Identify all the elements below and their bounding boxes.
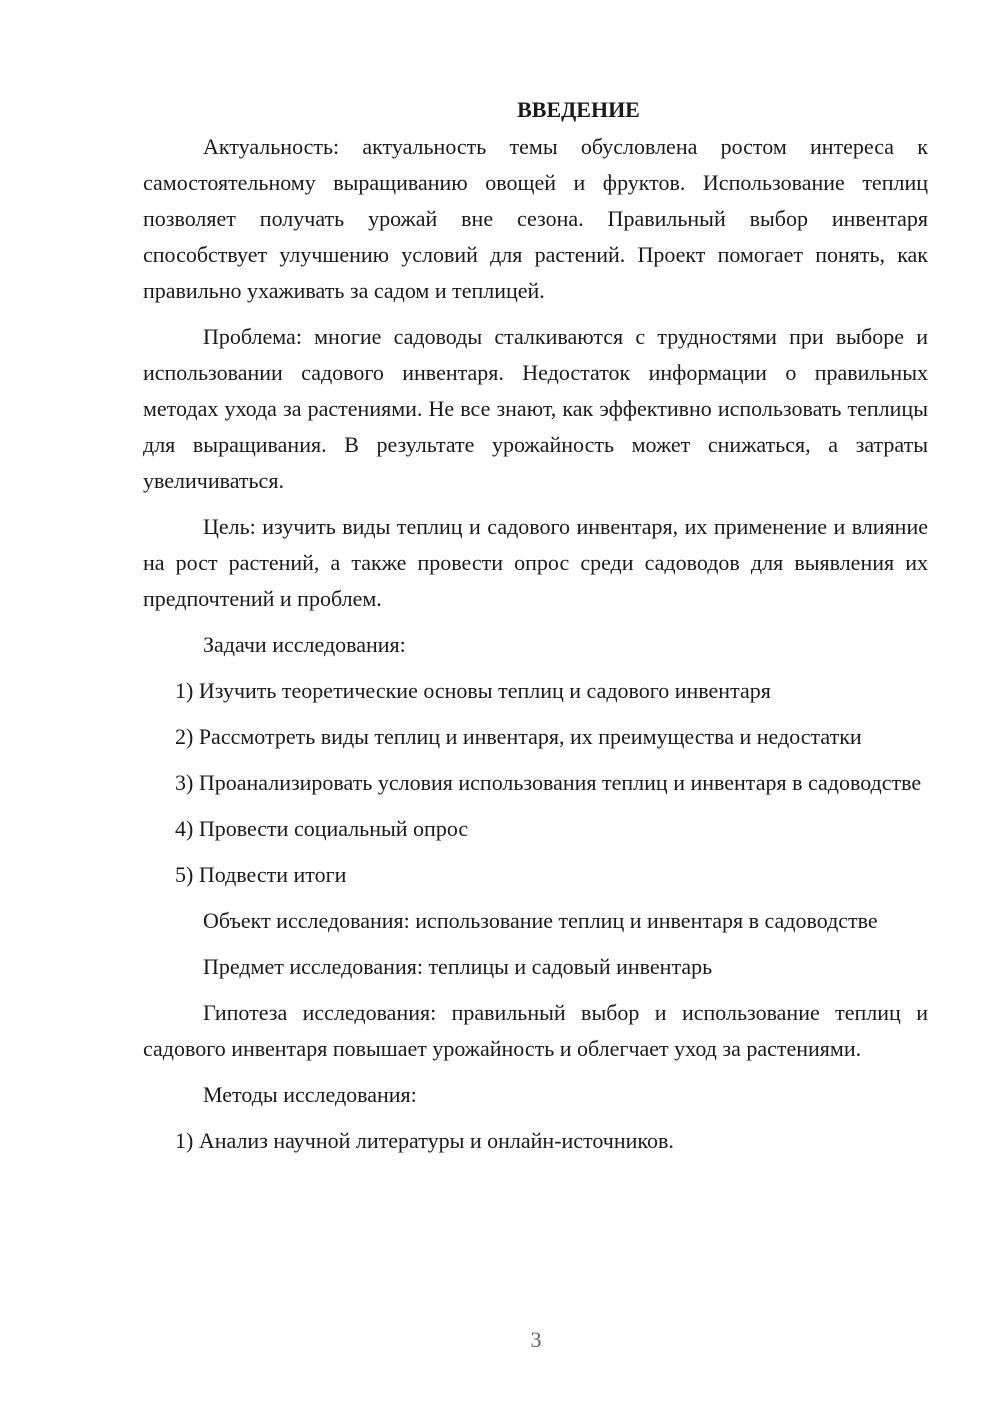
document-page [143, 92, 928, 1169]
paragraph-tasks-heading: Задачи исследования: [203, 632, 406, 657]
task-item-4: 4) Провести социальный опрос [175, 816, 469, 841]
paragraph-hypothesis: Гипотеза исследования: правильный выбор и использование теплиц и садового инвентаря повышает урожайность и облегчает уход за растениями. [143, 1000, 928, 1061]
paragraph-object: Объект исследования: использование теплиц и инвентаря в садоводстве [203, 908, 878, 933]
paragraph-methods-heading: Методы исследования: [203, 1082, 417, 1107]
paragraph-problem: Проблема: многие садоводы сталкиваются с трудностями при выборе и использовании садового инвентаря. Недостаток информации о правильных методах ухода за растениями. Не все знают, как эффективно использовать теплицы для выращивания. В результате урожайность может снижаться, а затраты увеличиваться. [143, 324, 928, 493]
page-number: 3 [530, 1327, 542, 1352]
method-item-1: 1) Анализ научной литературы и онлайн-источников. [175, 1128, 674, 1153]
task-item-3: 3) Проанализировать условия использования теплиц и инвентаря в садоводстве [175, 770, 922, 795]
section-title: ВВЕДЕНИЕ [517, 97, 640, 122]
paragraph-subject: Предмет исследования: теплицы и садовый инвентарь [203, 954, 713, 979]
paragraph-relevance: Актуальность: актуальность темы обусловлена ростом интереса к самостоятельному выращиванию овощей и фруктов. Использование теплиц позволяет получать урожай вне сезона. Правильный выбор инвентаря способствует улучшению условий для растений. Проект помогает понять, как правильно ухаживать за садом и теплицей. [143, 134, 928, 303]
paragraph-goal: Цель: изучить виды теплиц и садового инвентаря, их применение и влияние на рост растений, а также провести опрос среди садоводов для выявления их предпочтений и проблем. [143, 514, 928, 611]
task-item-5: 5) Подвести итоги [175, 862, 347, 887]
task-item-2: 2) Рассмотреть виды теплиц и инвентаря, их преимущества и недостатки [175, 724, 862, 749]
task-item-1: 1) Изучить теоретические основы теплиц и садового инвентаря [175, 678, 771, 703]
